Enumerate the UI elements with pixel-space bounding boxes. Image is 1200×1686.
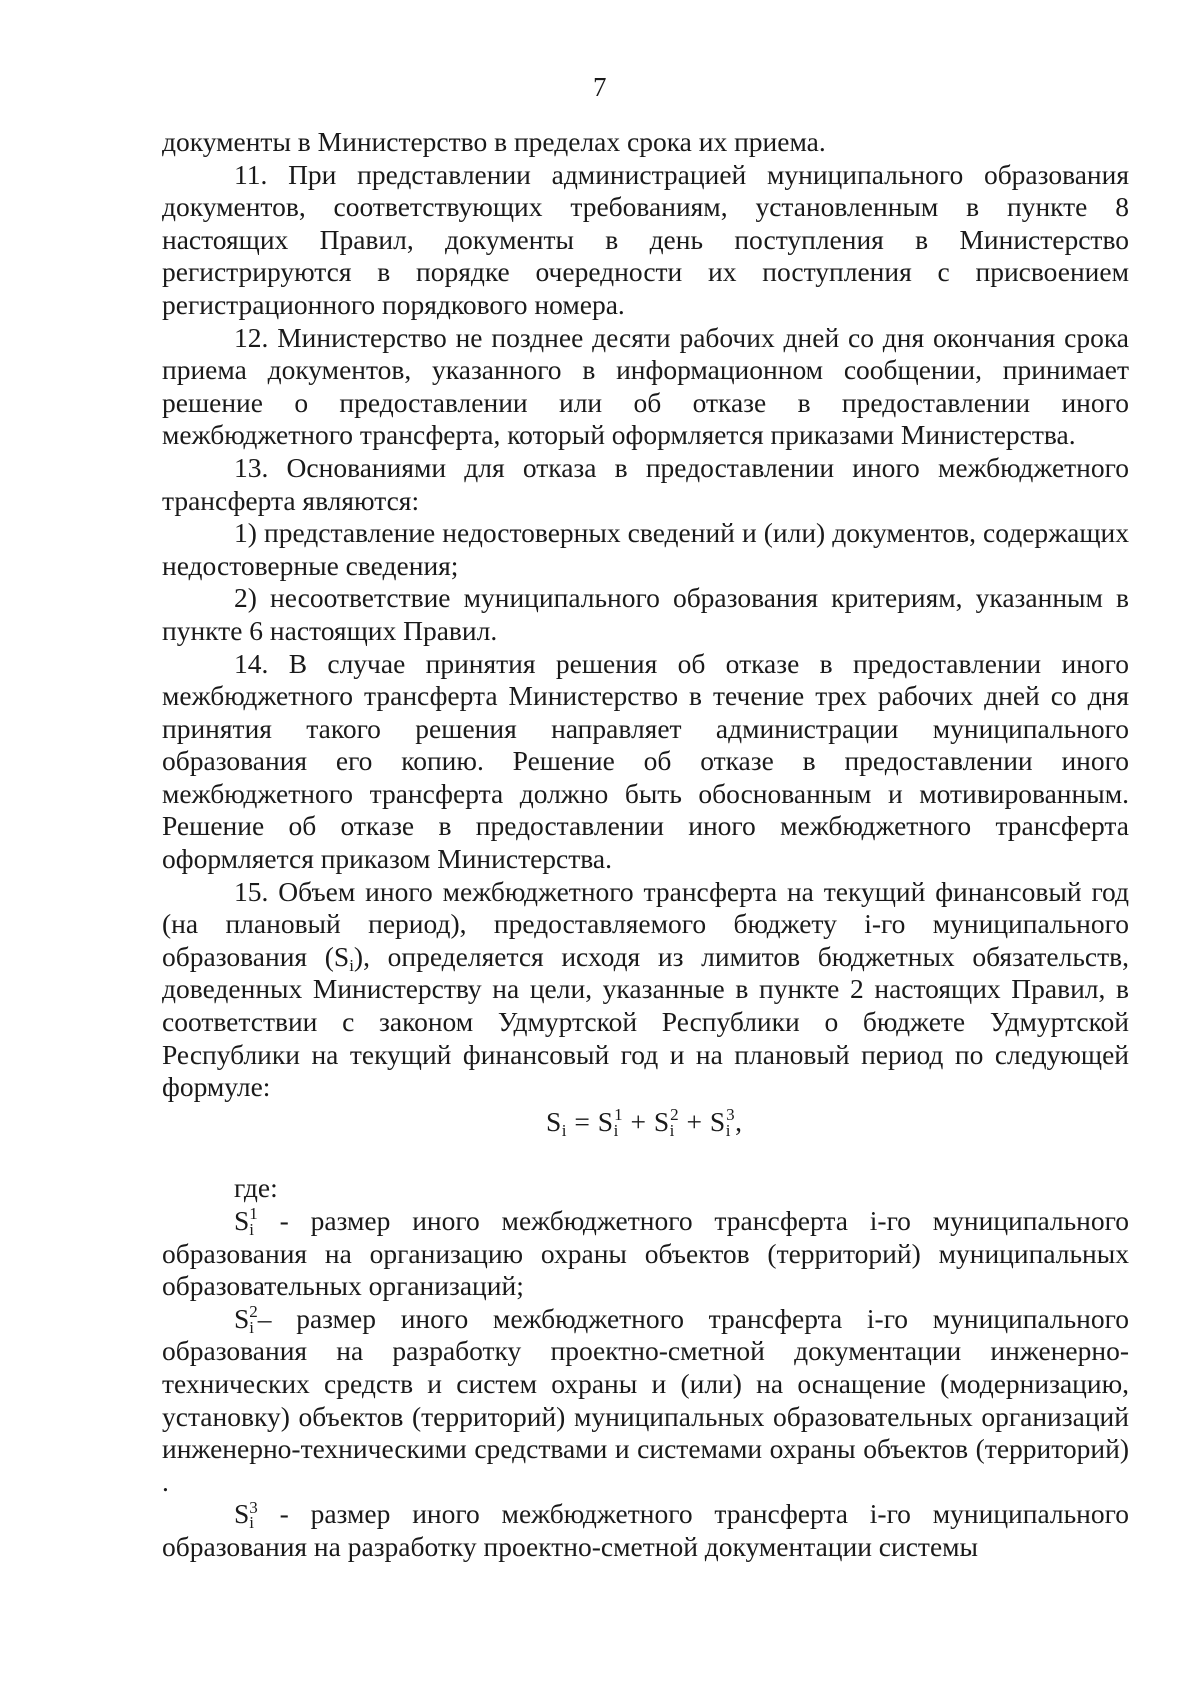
paragraph-12: 12. Министерство не позднее десяти рабочих дней со дня окончания срока приема документов, указанного в информационном сообщении, принимает решение о предоставлении или об отказе в предоставлении иного межбюджетного трансферта, который оформляется приказами Министерства.	[162, 321, 1129, 451]
symbol-s-i: $S_i$	[333, 940, 354, 975]
paragraph-15-text-a: 15. Объем иного межбюджетного трансферта на текущий финансовый год (на плановый период), предоставляемого бюджету i-го муниципального образования (	[162, 875, 1129, 972]
paragraph-11: 11. При представлении администрацией муниципального образования документов, соответствующих требованиям, установленным в пункте 8 настоящих Правил, документы в день поступления в Министерство регистрируются в порядке очередности их поступления с присвоением регистрационного порядкового номера.	[162, 158, 1129, 320]
paragraph-15	[162, 876, 1129, 1104]
formula: $S_i = S_i^1 + S_i^2 + S_i^3$,	[546, 1105, 743, 1140]
paragraph-15-text-b: ), определяется исходя из лимитов бюджетных обязательств, доведенных Министерству на цели, указанные в пункте 2 настоящих Правил, в соответствии с законом Удмуртской Республики о бюджете Удмуртской Республики на текущий финансовый год и на плановый период по следующей формуле:	[162, 940, 1129, 1103]
paragraph-13: 13. Основаниями для отказа в предоставлении иного межбюджетного трансферта являются:	[162, 451, 1129, 516]
definition-s-i-3: $S_i^3$ - размер иного межбюджетного трансферта i-го муниципального образования на разработку проектно-сметной документации системы	[162, 1497, 1129, 1562]
definition-s-i-1: $S_i^1$ - размер иного межбюджетного трансферта i-го муниципального образования на организацию охраны объектов (территорий) муниципальных образовательных организаций;	[162, 1204, 1129, 1302]
paragraph-continuation: документы в Министерство в пределах срока их приема.	[162, 126, 826, 157]
where-label: где:	[234, 1172, 278, 1204]
definition-s-i-2: $S_i^2-$ размер иного межбюджетного трансферта i-го муниципального образования на разработку проектно-сметной документации инженерно-технических средств и систем охраны и (или) на оснащение (модернизацию, установку) объектов (территорий) муниципальных образовательных организаций инженерно-техническими средствами и системами охраны объектов (территорий) .	[162, 1302, 1129, 1497]
paragraph-14: 14. В случае принятия решения об отказе в предоставлении иного межбюджетного трансферта Министерство в течение трех рабочих дней со дня принятия такого решения направляет администрации муниципального образования его копию. Решение об отказе в предоставлении иного межбюджетного трансферта должно быть обоснованным и мотивированным. Решение об отказе в предоставлении иного межбюджетного трансферта оформляется приказом Министерства.	[162, 647, 1129, 875]
paragraph-13-item-2: 2) несоответствие муниципального образования критериям, указанным в пункте 6 настоящих Правил.	[162, 582, 1129, 646]
document-body	[162, 126, 1129, 1564]
page-number: 7	[593, 72, 607, 102]
paragraph-13-item-1: 1) представление недостоверных сведений и (или) документов, содержащих недостоверные сведения;	[162, 517, 1129, 581]
